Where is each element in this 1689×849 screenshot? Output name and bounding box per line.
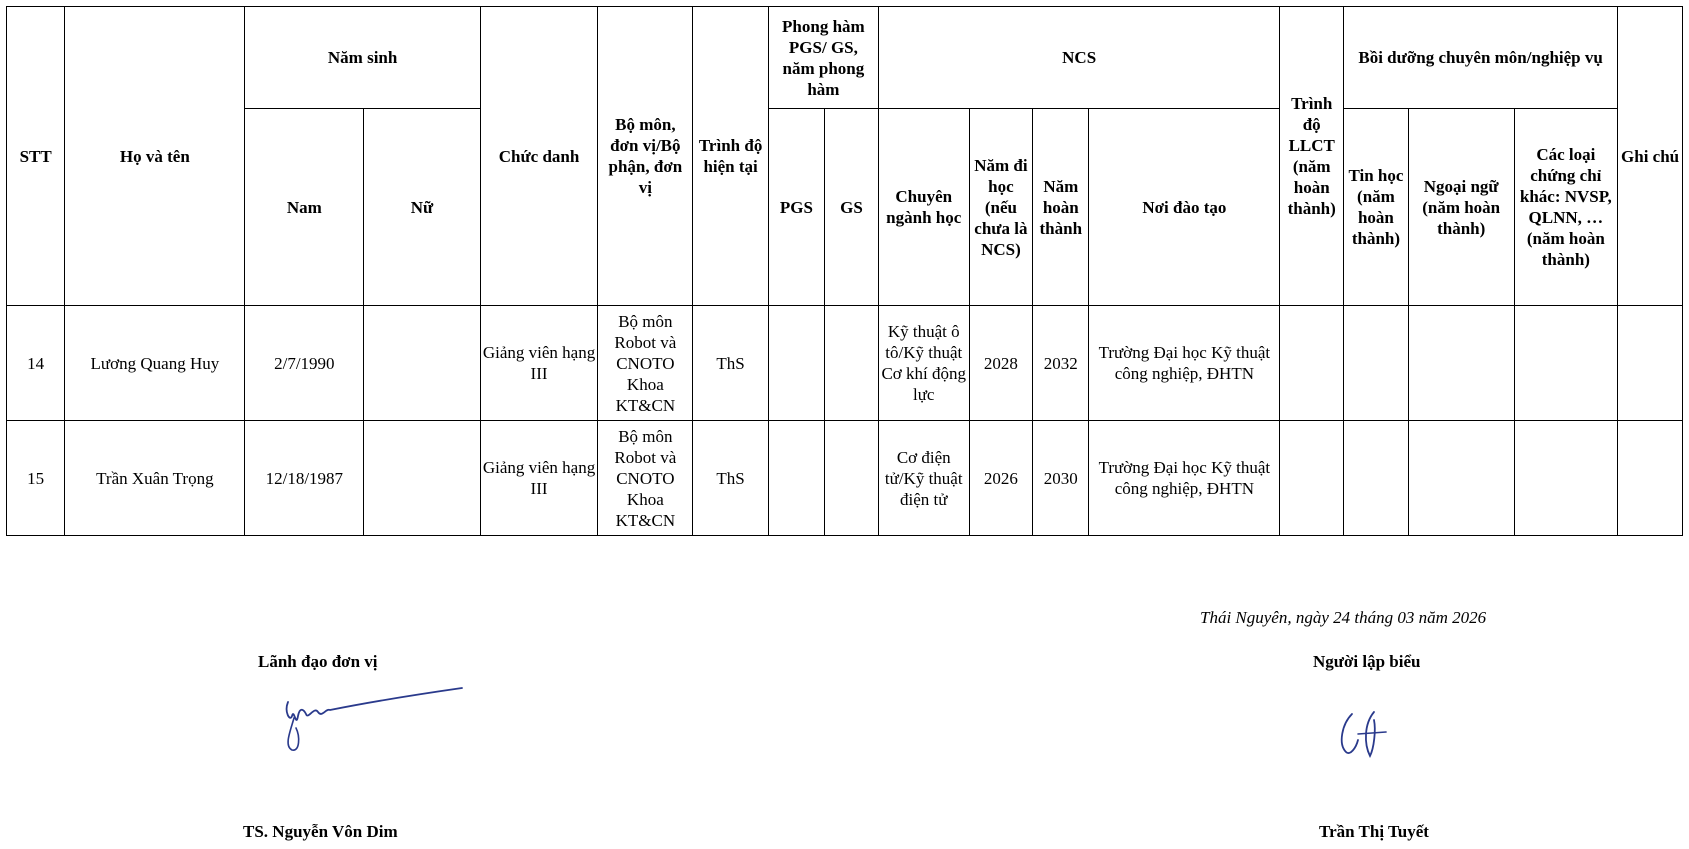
cell-tin-hoc [1344,306,1409,421]
col-nam: Nam [245,109,364,306]
cell-stt: 15 [7,421,65,536]
cell-nam-di-hoc: 2026 [969,421,1033,536]
right-signer-title: Người lập biểu [1313,652,1421,671]
cell-nam-hoan-thanh: 2032 [1033,306,1089,421]
right-signer-name: Trần Thị Tuyết [1319,822,1429,841]
cell-noi-dao-tao: Trường Đại học Kỹ thuật công nghiệp, ĐHTN [1089,306,1280,421]
cell-chuyen-nganh: Cơ điện tử/Kỹ thuật điện tử [878,421,969,536]
table-row [7,421,1683,536]
left-signer-title: Lãnh đạo đơn vị [258,652,378,671]
col-tin-hoc: Tin học (năm hoàn thành) [1344,109,1409,306]
cell-gs [824,306,878,421]
table-row [7,306,1683,421]
left-signer-name: TS. Nguyễn Vôn Dim [243,822,398,841]
cell-nam: 12/18/1987 [245,421,364,536]
col-ghi-chu: Ghi chú [1618,7,1683,306]
col-chuc-danh: Chức danh [480,7,598,306]
cell-nam-hoan-thanh: 2030 [1033,421,1089,536]
cell-nu [364,306,481,421]
cell-nam: 2/7/1990 [245,306,364,421]
col-chung-chi: Các loại chứng chỉ khác: NVSP, QLNN, …(năm hoàn thành) [1514,109,1618,306]
cell-pgs [768,306,824,421]
col-boi-duong: Bồi dưỡng chuyên môn/nghiệp vụ [1344,7,1618,109]
col-ngoai-ngu: Ngoại ngữ (năm hoàn thành) [1408,109,1514,306]
col-phong-ham: Phong hàm PGS/ GS, năm phong hàm [768,7,878,109]
col-bo-mon: Bộ môn, đơn vị/Bộ phận, đơn vị [598,7,693,306]
col-nu: Nữ [364,109,481,306]
staff-table [6,6,1683,536]
cell-bo-mon: Bộ môn Robot và CNOTO Khoa KT&CN [598,421,693,536]
cell-ho-ten: Lương Quang Huy [65,306,245,421]
cell-trinh-do: ThS [693,421,769,536]
col-ho-ten: Họ và tên [65,7,245,306]
cell-gs [824,421,878,536]
cell-trinh-do: ThS [693,306,769,421]
col-nam-sinh: Năm sinh [245,7,480,109]
cell-ho-ten: Trần Xuân Trọng [65,421,245,536]
cell-stt: 14 [7,306,65,421]
cell-chung-chi [1514,421,1618,536]
cell-tin-hoc [1344,421,1409,536]
col-pgs: PGS [768,109,824,306]
cell-chuc-danh: Giảng viên hạng III [480,306,598,421]
col-stt: STT [7,7,65,306]
cell-ngoai-ngu [1408,306,1514,421]
col-noi-dao-tao: Nơi đào tạo [1089,109,1280,306]
cell-chung-chi [1514,306,1618,421]
cell-bo-mon: Bộ môn Robot và CNOTO Khoa KT&CN [598,306,693,421]
cell-chuc-danh: Giảng viên hạng III [480,421,598,536]
cell-ghi-chu [1618,306,1683,421]
col-nam-hoan-thanh: Năm hoàn thành [1033,109,1089,306]
cell-chuyen-nganh: Kỹ thuật ô tô/Kỹ thuật Cơ khí động lực [878,306,969,421]
cell-noi-dao-tao: Trường Đại học Kỹ thuật công nghiệp, ĐHTN [1089,421,1280,536]
col-llct: Trình độ LLCT (năm hoàn thành) [1280,7,1344,306]
cell-llct [1280,421,1344,536]
left-signature-icon [270,680,470,760]
col-ncs: NCS [878,7,1279,109]
place-date: Thái Nguyên, ngày 24 tháng 03 năm 2026 [1200,608,1487,627]
cell-pgs [768,421,824,536]
cell-nu [364,421,481,536]
cell-nam-di-hoc: 2028 [969,306,1033,421]
col-chuyen-nganh: Chuyên ngành học [878,109,969,306]
right-signature-icon [1330,700,1410,770]
cell-ghi-chu [1618,421,1683,536]
col-trinh-do: Trình độ hiện tại [693,7,769,306]
col-gs: GS [824,109,878,306]
cell-ngoai-ngu [1408,421,1514,536]
col-nam-di-hoc: Năm đi học (nếu chưa là NCS) [969,109,1033,306]
cell-llct [1280,306,1344,421]
